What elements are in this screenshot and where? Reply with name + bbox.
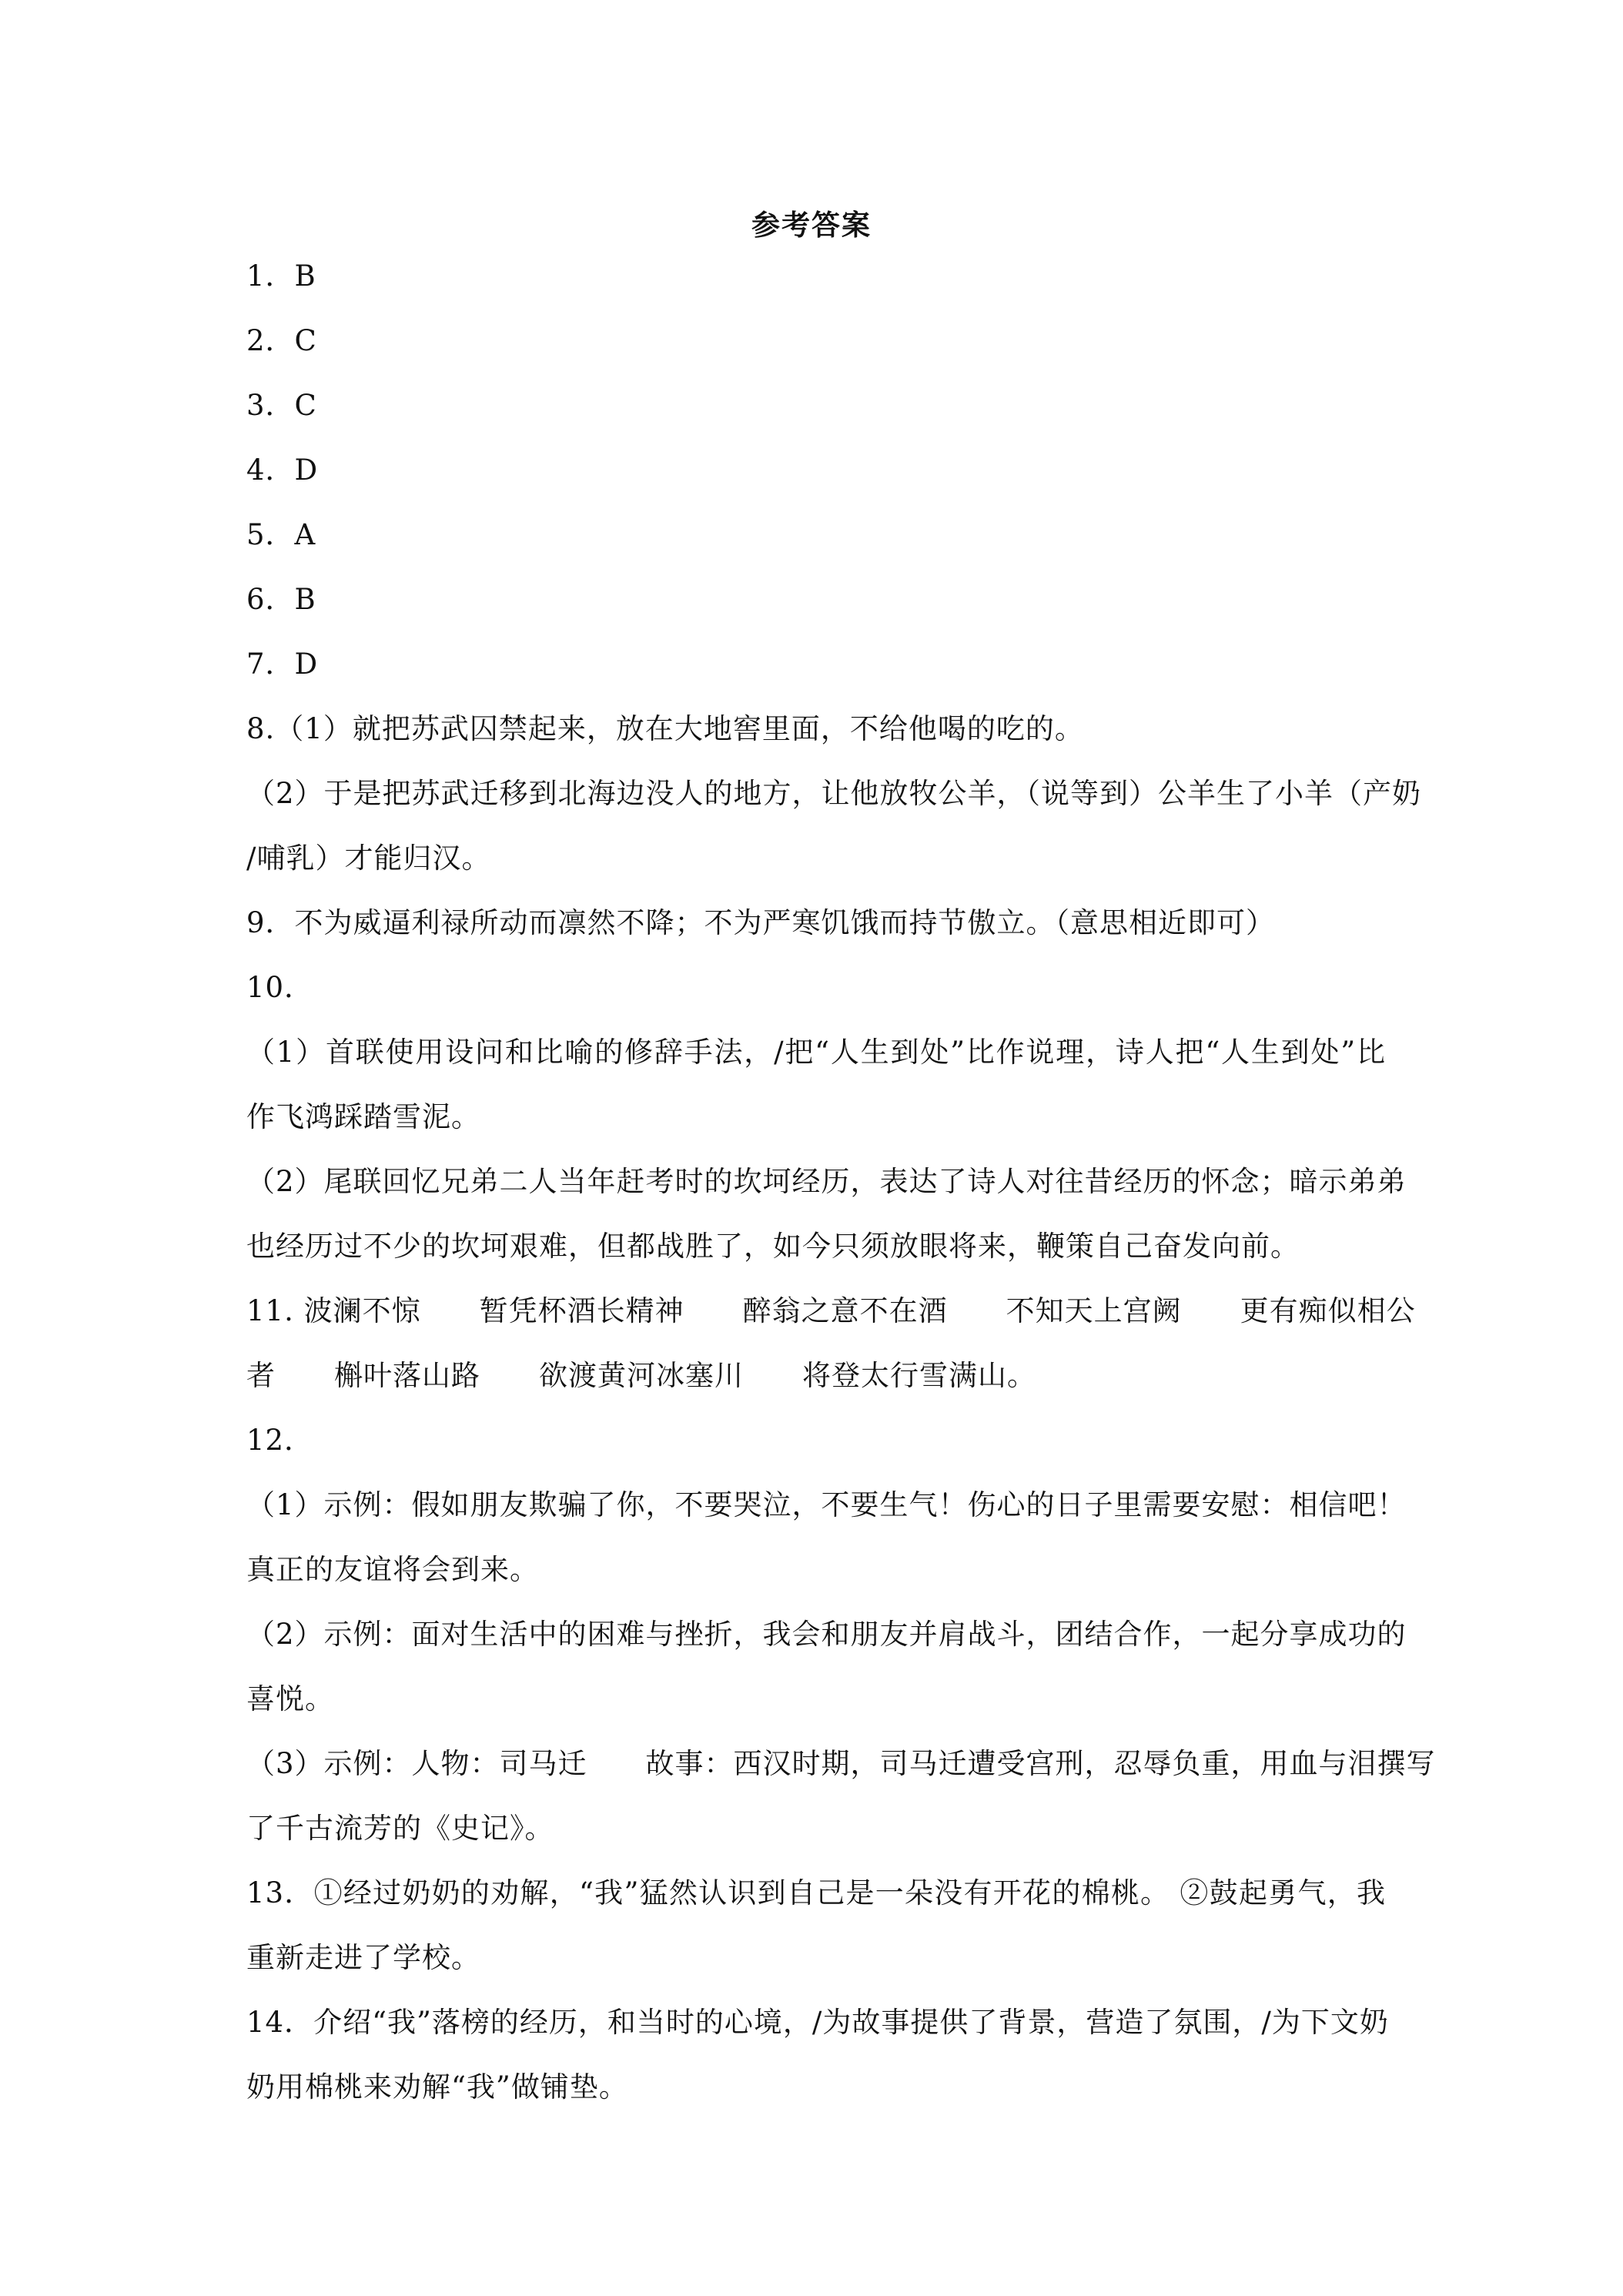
page-title: 参考答案: [751, 209, 872, 242]
answer-line: （2）示例：面对生活中的困难与挫折，我会和朋友并肩战斗，团结合作，一起分享成功的: [246, 1618, 1407, 1651]
answer-line: 7．D: [246, 648, 319, 681]
answer-line: 作飞鸿踩踏雪泥。: [246, 1100, 480, 1133]
answer-line: 9．不为威逼利禄所动而凛然不降；不为严寒饥饿而持节傲立。（意思相近即可）: [246, 906, 1276, 939]
answer-line: 12．: [246, 1424, 314, 1457]
answer-line: 10．: [246, 971, 314, 1004]
answer-line: 3．C: [246, 389, 317, 422]
answer-line: 11. 波澜不惊 暂凭杯酒长精神 醉翁之意不在酒 不知天上宫阙 更有痴似相公: [246, 1294, 1416, 1327]
answer-line: 1．B: [246, 259, 316, 293]
answer-line: （2）尾联回忆兄弟二人当年赶考时的坎坷经历，表达了诗人对往昔经历的怀念；暗示弟弟: [246, 1165, 1407, 1198]
answer-line: 14．介绍“我”落榜的经历，和当时的心境，/为故事提供了背景，营造了氛围，/为下文奶: [246, 2006, 1389, 2039]
answer-line: 6．B: [246, 583, 316, 616]
answer-line: （1）示例：假如朋友欺骗了你，不要哭泣，不要生气！伤心的日子里需要安慰：相信吧！: [246, 1488, 1407, 1521]
answer-line: 4．D: [246, 454, 319, 487]
answer-line: 者 槲叶落山路 欲渡黄河冰塞川 将登太行雪满山。: [246, 1359, 1036, 1392]
answer-line: 重新走进了学校。: [246, 1941, 480, 1974]
answer-line: /哺乳）才能归汉。: [246, 842, 491, 875]
answer-line: （2）于是把苏武迁移到北海边没人的地方，让他放牧公羊，（说等到）公羊生了小羊（产奶: [246, 777, 1422, 810]
answer-line: 喜悦。: [246, 1682, 334, 1715]
answer-line: 13．①经过奶奶的劝解，“我”猛然认识到自己是一朵没有开花的棉桃。 ②鼓起勇气，我: [246, 1876, 1386, 1909]
answer-line: 2．C: [246, 324, 317, 357]
answer-line: 真正的友谊将会到来。: [246, 1553, 539, 1586]
answer-line: 了千古流芳的《史记》。: [246, 1812, 554, 1845]
answer-line: 5．A: [246, 518, 316, 551]
answer-line: （1）首联使用设问和比喻的修辞手法，/把“人生到处”比作说理，诗人把“人生到处”比: [246, 1036, 1386, 1069]
answer-line: 8.（1）就把苏武囚禁起来，放在大地窖里面，不给他喝的吃的。: [246, 712, 1084, 745]
answer-line: 也经历过不少的坎坷艰难，但都战胜了，如今只须放眼将来，鞭策自己奋发向前。: [246, 1230, 1300, 1263]
answer-line: （3）示例：人物：司马迁 故事：西汉时期，司马迁遭受宫刑，忍辱负重，用血与泪撰写: [246, 1747, 1436, 1780]
answer-line: 奶用棉桃来劝解“我”做铺垫。: [246, 2070, 628, 2104]
